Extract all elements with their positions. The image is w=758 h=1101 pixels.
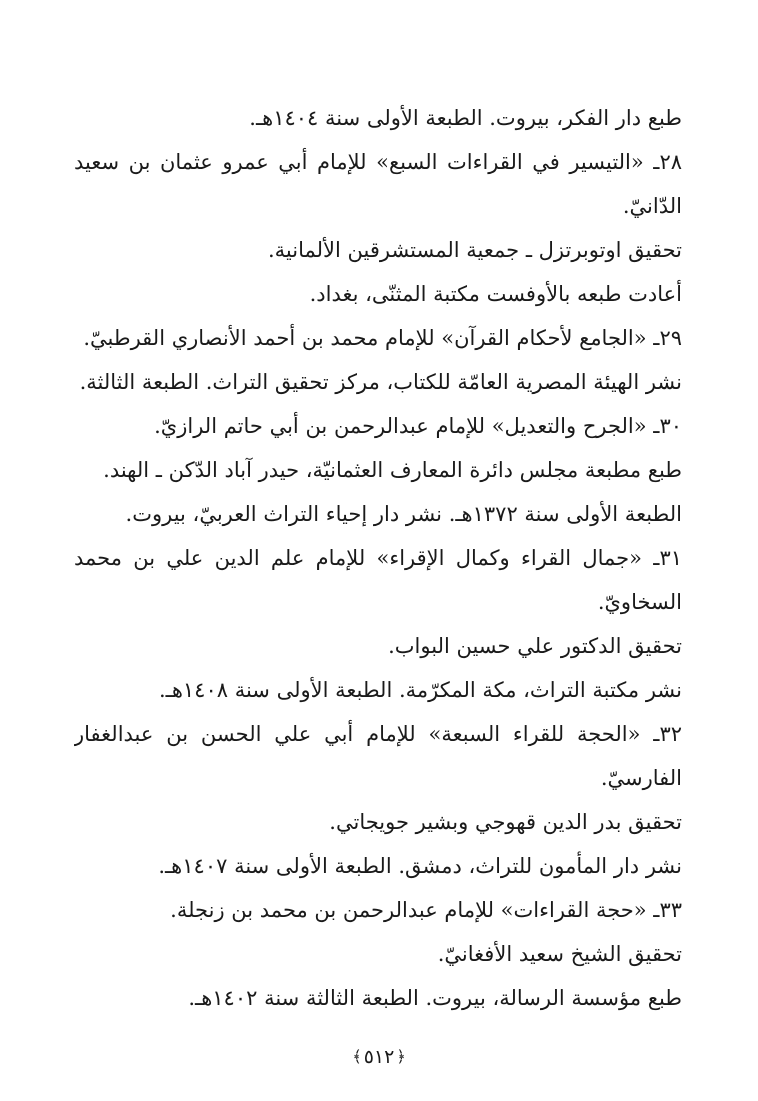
text-line: تحقيق بدر الدين قهوجي وبشير جويجاتي. [329,810,682,834]
text-line: ٣١ـ «جمال القراء وكمال الإقراء» للإمام علم الدين علي بن محمد [74,546,682,570]
text-line: ٣٠ـ «الجرح والتعديل» للإمام عبدالرحمن بن أبي حاتم الرازيّ. [154,414,682,438]
text-line: طبع مؤسسة الرسالة، بيروت. الطبعة الثالثة سنة ١٤٠٢هـ. [188,986,682,1010]
ornament-left: ﴾ [352,1047,362,1066]
text-line: ٢٨ـ «التيسير في القراءات السبع» للإمام أبي عمرو عثمان بن سعيد [74,150,682,174]
page-number: ٥١٢ [363,1046,395,1068]
text-line: نشر دار المأمون للتراث، دمشق. الطبعة الأولى سنة ١٤٠٧هـ. [158,854,682,878]
text-line: الطبعة الأولى سنة ١٣٧٢هـ. نشر دار إحياء التراث العربيّ، بيروت. [125,502,682,526]
text-line: السخاويّ. [597,590,682,614]
text-line: الدّانيّ. [622,194,682,218]
text-line: طبع مطبعة مجلس دائرة المعارف العثمانيّة، حيدر آباد الدّكن ـ الهند. [103,458,682,482]
text-line: الفارسيّ. [600,766,682,790]
text-line: تحقيق الدكتور علي حسين البواب. [388,634,682,658]
text-line: أعادت طبعه بالأوفست مكتبة المثنّى، بغداد. [309,282,682,306]
page-number-footer [0,1046,758,1068]
references-text [74,96,682,1020]
text-line: نشر الهيئة المصرية العامّة للكتاب، مركز تحقيق التراث. الطبعة الثالثة. [79,370,682,394]
text-line: طبع دار الفكر، بيروت. الطبعة الأولى سنة ١٤٠٤هـ. [249,106,682,130]
text-line: تحقيق اوتوبرتزل ـ جمعية المستشرقين الألمانية. [267,238,682,262]
text-line: نشر مكتبة التراث، مكة المكرّمة. الطبعة الأولى سنة ١٤٠٨هـ. [159,678,682,702]
ornament-right: ﴿ [396,1047,406,1066]
text-line: ٣٢ـ «الحجة للقراء السبعة» للإمام أبي علي الحسن بن عبدالغفار [74,722,682,746]
text-line: ٢٩ـ «الجامع لأحكام القرآن» للإمام محمد بن أحمد الأنصاري القرطبيّ. [83,326,682,350]
text-line: تحقيق الشيخ سعيد الأفغانيّ. [437,942,682,966]
text-line: ٣٣ـ «حجة القراءات» للإمام عبدالرحمن بن محمد بن زنجلة. [170,898,682,922]
